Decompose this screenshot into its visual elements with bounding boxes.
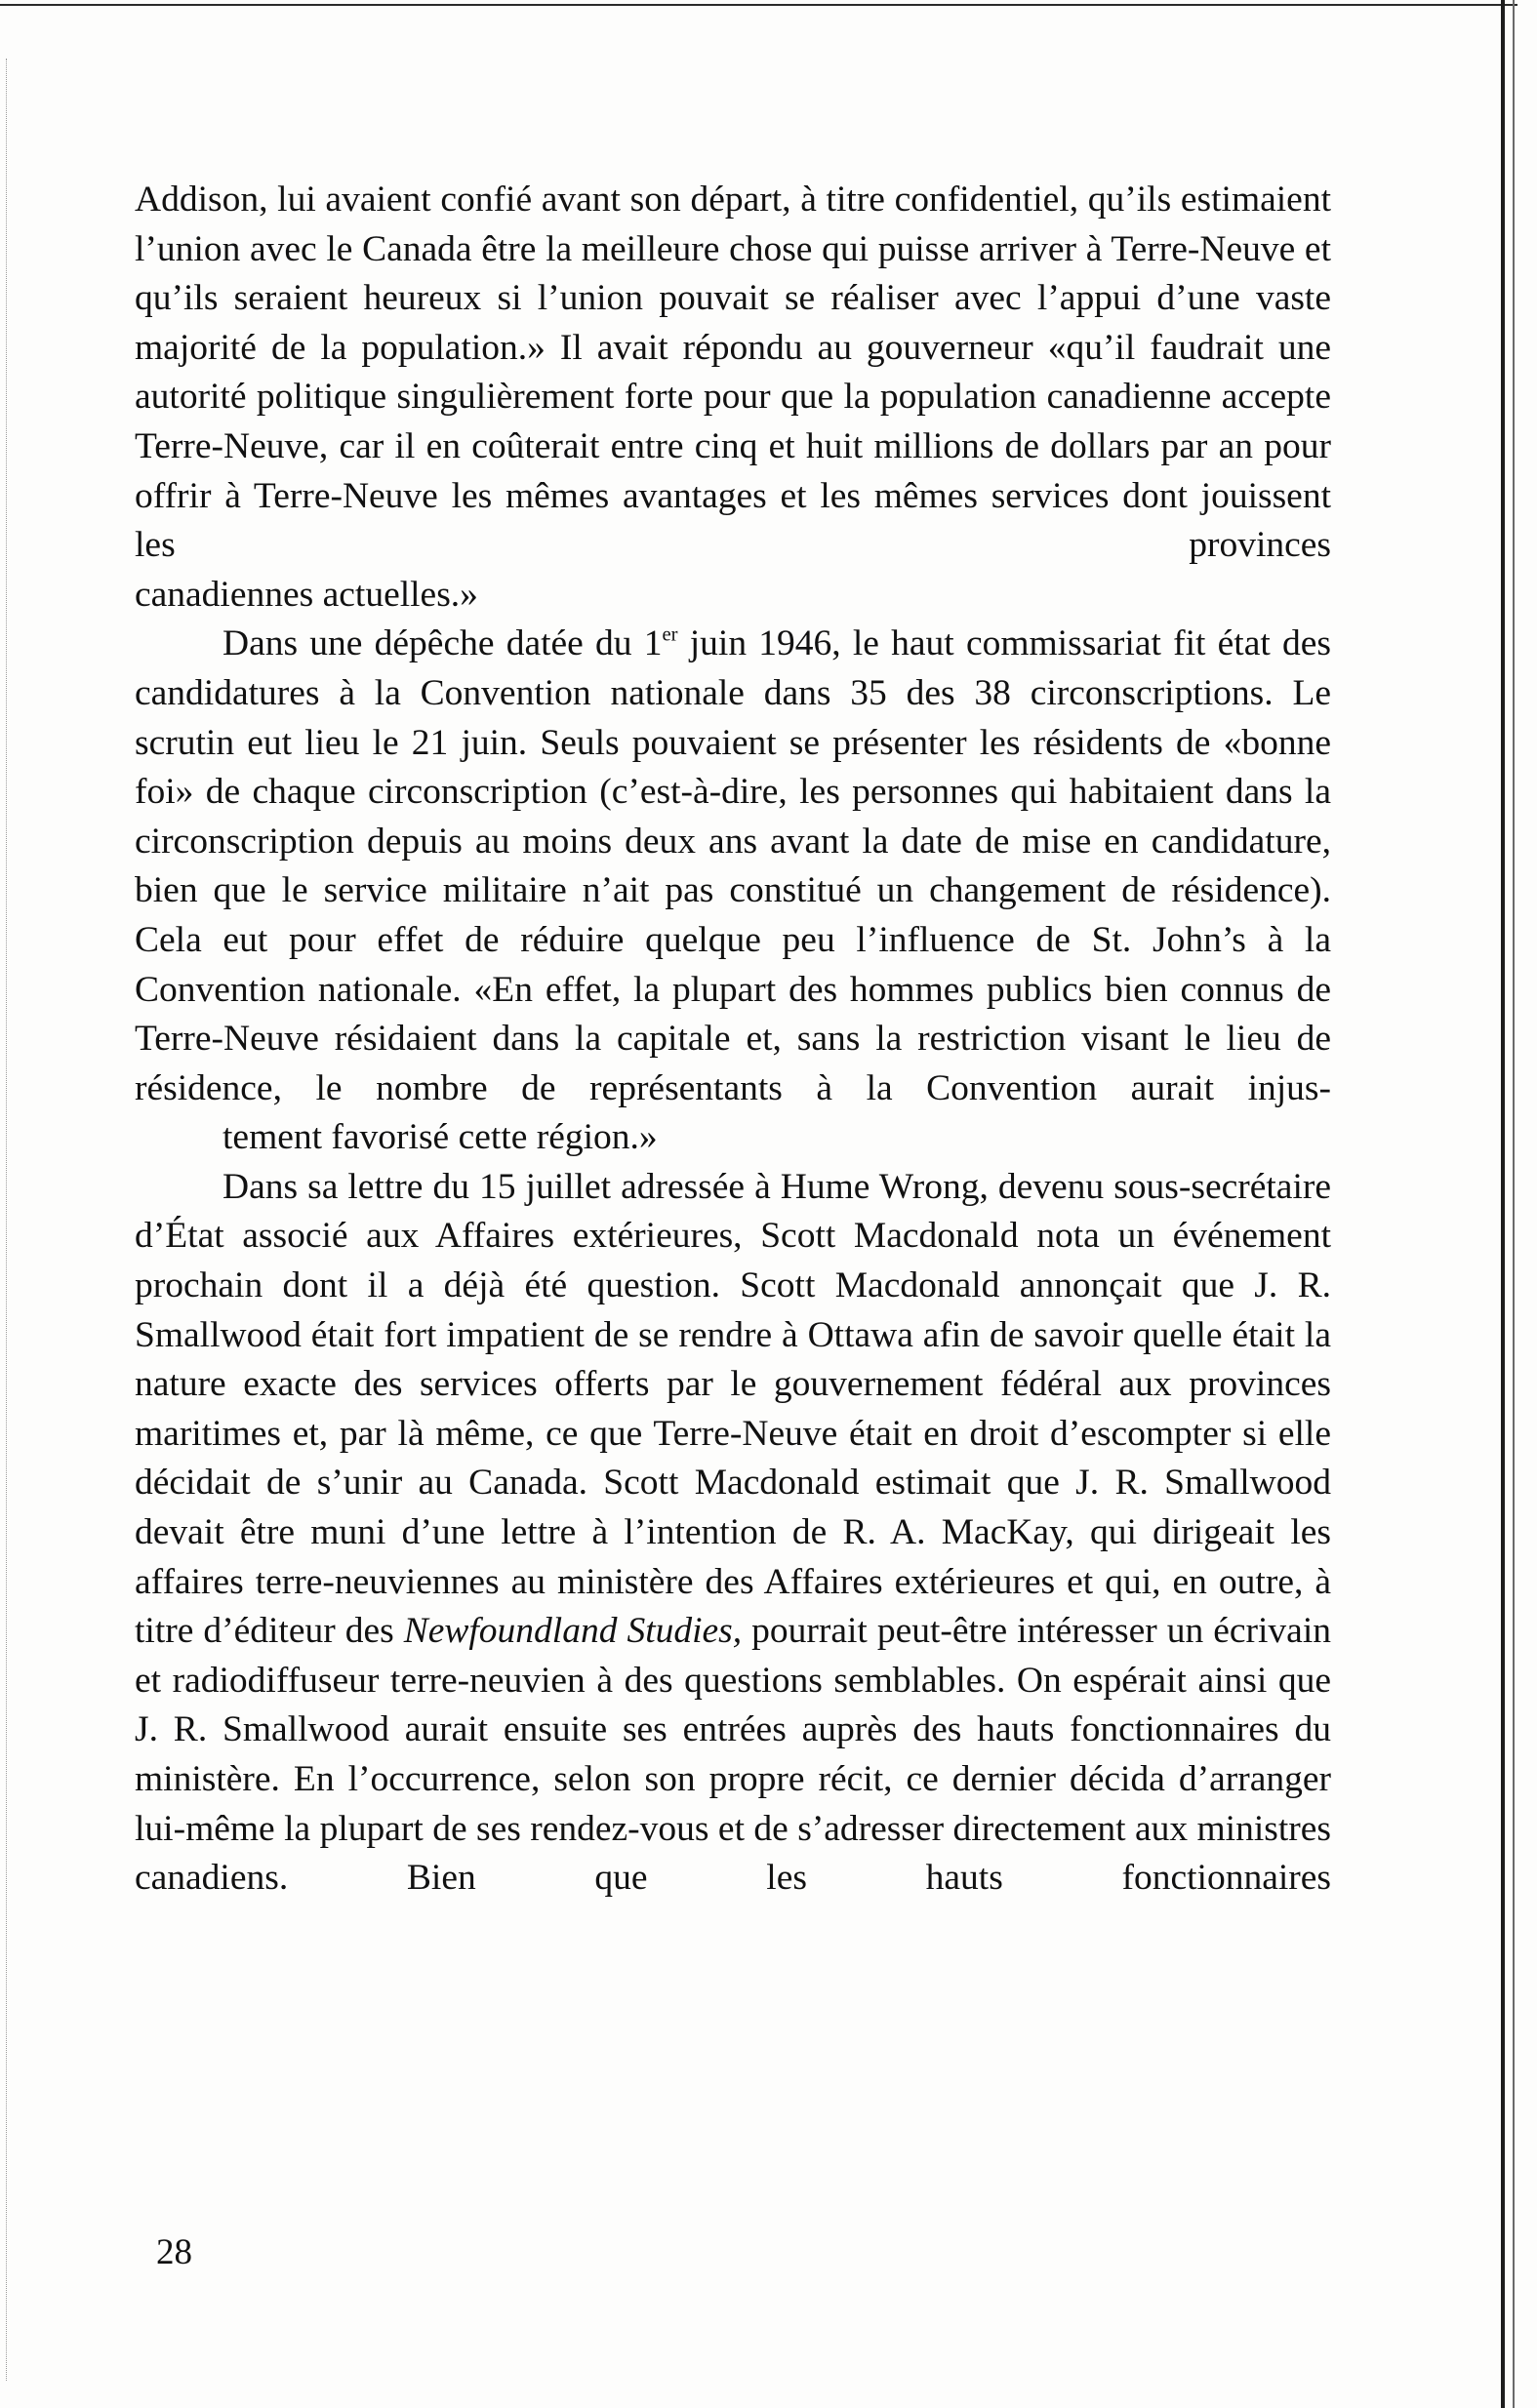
paragraph-1-text: Addison, lui avaient confié avant son départ, à titre confidentiel, qu’ils estimaient l’union avec le Canada être la meilleure chose qui puisse arriver à Terre-Neuve et qu’ils seraient heureux si l’union pouvait se réaliser avec l’appui d’une vaste majorité de la population.» Il avait répondu au gouverneur «qu’il faudrait une autorité politique singulièrement forte pour que la population canadienne accepte Terre-Neuve, car il en coûterait entre cinq et huit millions de dollars par an pour offrir à Terre-Neuve les mêmes avantages et les mêmes services dont jouissent les provinces xyxy=(135,180,1331,566)
journal-title: Newfoundland Studies, xyxy=(403,1611,743,1652)
scan-binding-edge-shadow xyxy=(1513,0,1515,2408)
paragraph-2-text-start: Dans une dépêche datée du 1 xyxy=(222,623,663,664)
paragraph-2-text-rest: juin 1946, le haut commissariat fit état des candidatures à la Convention nationale dans 35 des 38 circonscriptions. Le scrutin eut lieu le 21 juin. Seuls pouvaient se présenter les résidents de «bonne foi» de chaque circonscription (c’est-à-dire, les personnes qui habitaient dans la circonscription depuis au moins deux ans avant la date de mise en candidature, bien que le service militaire n’ait pas constitué un changement de résidence). Cela eut pour effet de réduire quelque peu l’influence de St. John’s à la Convention nationale. «En effet, la plupart des hommes publics bien connus de Terre-Neuve résidaient dans la capitale et, sans la restriction visant le lieu de résidence, le nombre de représentants à la Convention aurait injus- xyxy=(135,623,1331,1108)
scan-binding-edge xyxy=(1501,0,1505,2408)
paragraph-1 xyxy=(135,176,1331,620)
ordinal-superscript: er xyxy=(662,623,678,646)
scan-top-edge xyxy=(0,4,1517,6)
page-number: 28 xyxy=(156,2232,192,2272)
paragraph-3-text-start: Dans sa lettre du 15 juillet adressée à Hume Wrong, devenu sous-secrétaire d’État associé aux Affaires extérieures, Scott Macdonald nota un événement prochain dont il a déjà été question. Scott Macdonald annonçait que J. R. Smallwood était fort impatient de se rendre à Ottawa afin de savoir quelle était la nature exacte des services offerts par le gouvernement fédéral aux provinces maritimes et, par là même, ce que Terre-Neuve était en droit d’escompter si elle décidait de s’unir au Canada. Scott Macdonald estimait que J. R. Smallwood devait être muni d’une lettre à l’intention de R. A. MacKay, qui dirigeait les affaires terre-neuviennes au ministère des Affaires extérieures et qui, en outre, à titre d’éditeur des xyxy=(135,1166,1331,1652)
body-text xyxy=(135,176,1331,1904)
paragraph-1-last-line: canadiennes actuelles.» xyxy=(135,574,478,615)
scan-left-edge xyxy=(6,59,8,2381)
paragraph-3 xyxy=(135,1163,1331,1904)
paragraph-2 xyxy=(135,620,1331,1163)
paragraph-3-text-rest: pourrait peut-être intéresser un écrivain et radiodiffuseur terre-neuvien à des questions semblables. On espérait ainsi que J. R. Smallwood aurait ensuite ses entrées auprès des hauts fonctionnaires du ministère. En l’occurrence, selon son propre récit, ce dernier décida d’arranger lui-même la plupart de ses rendez-vous et de s’adresser directement aux ministres canadiens. Bien que les hauts fonctionnaires xyxy=(135,1611,1331,1899)
paragraph-2-last-line: tement favorisé cette région.» xyxy=(222,1117,658,1158)
